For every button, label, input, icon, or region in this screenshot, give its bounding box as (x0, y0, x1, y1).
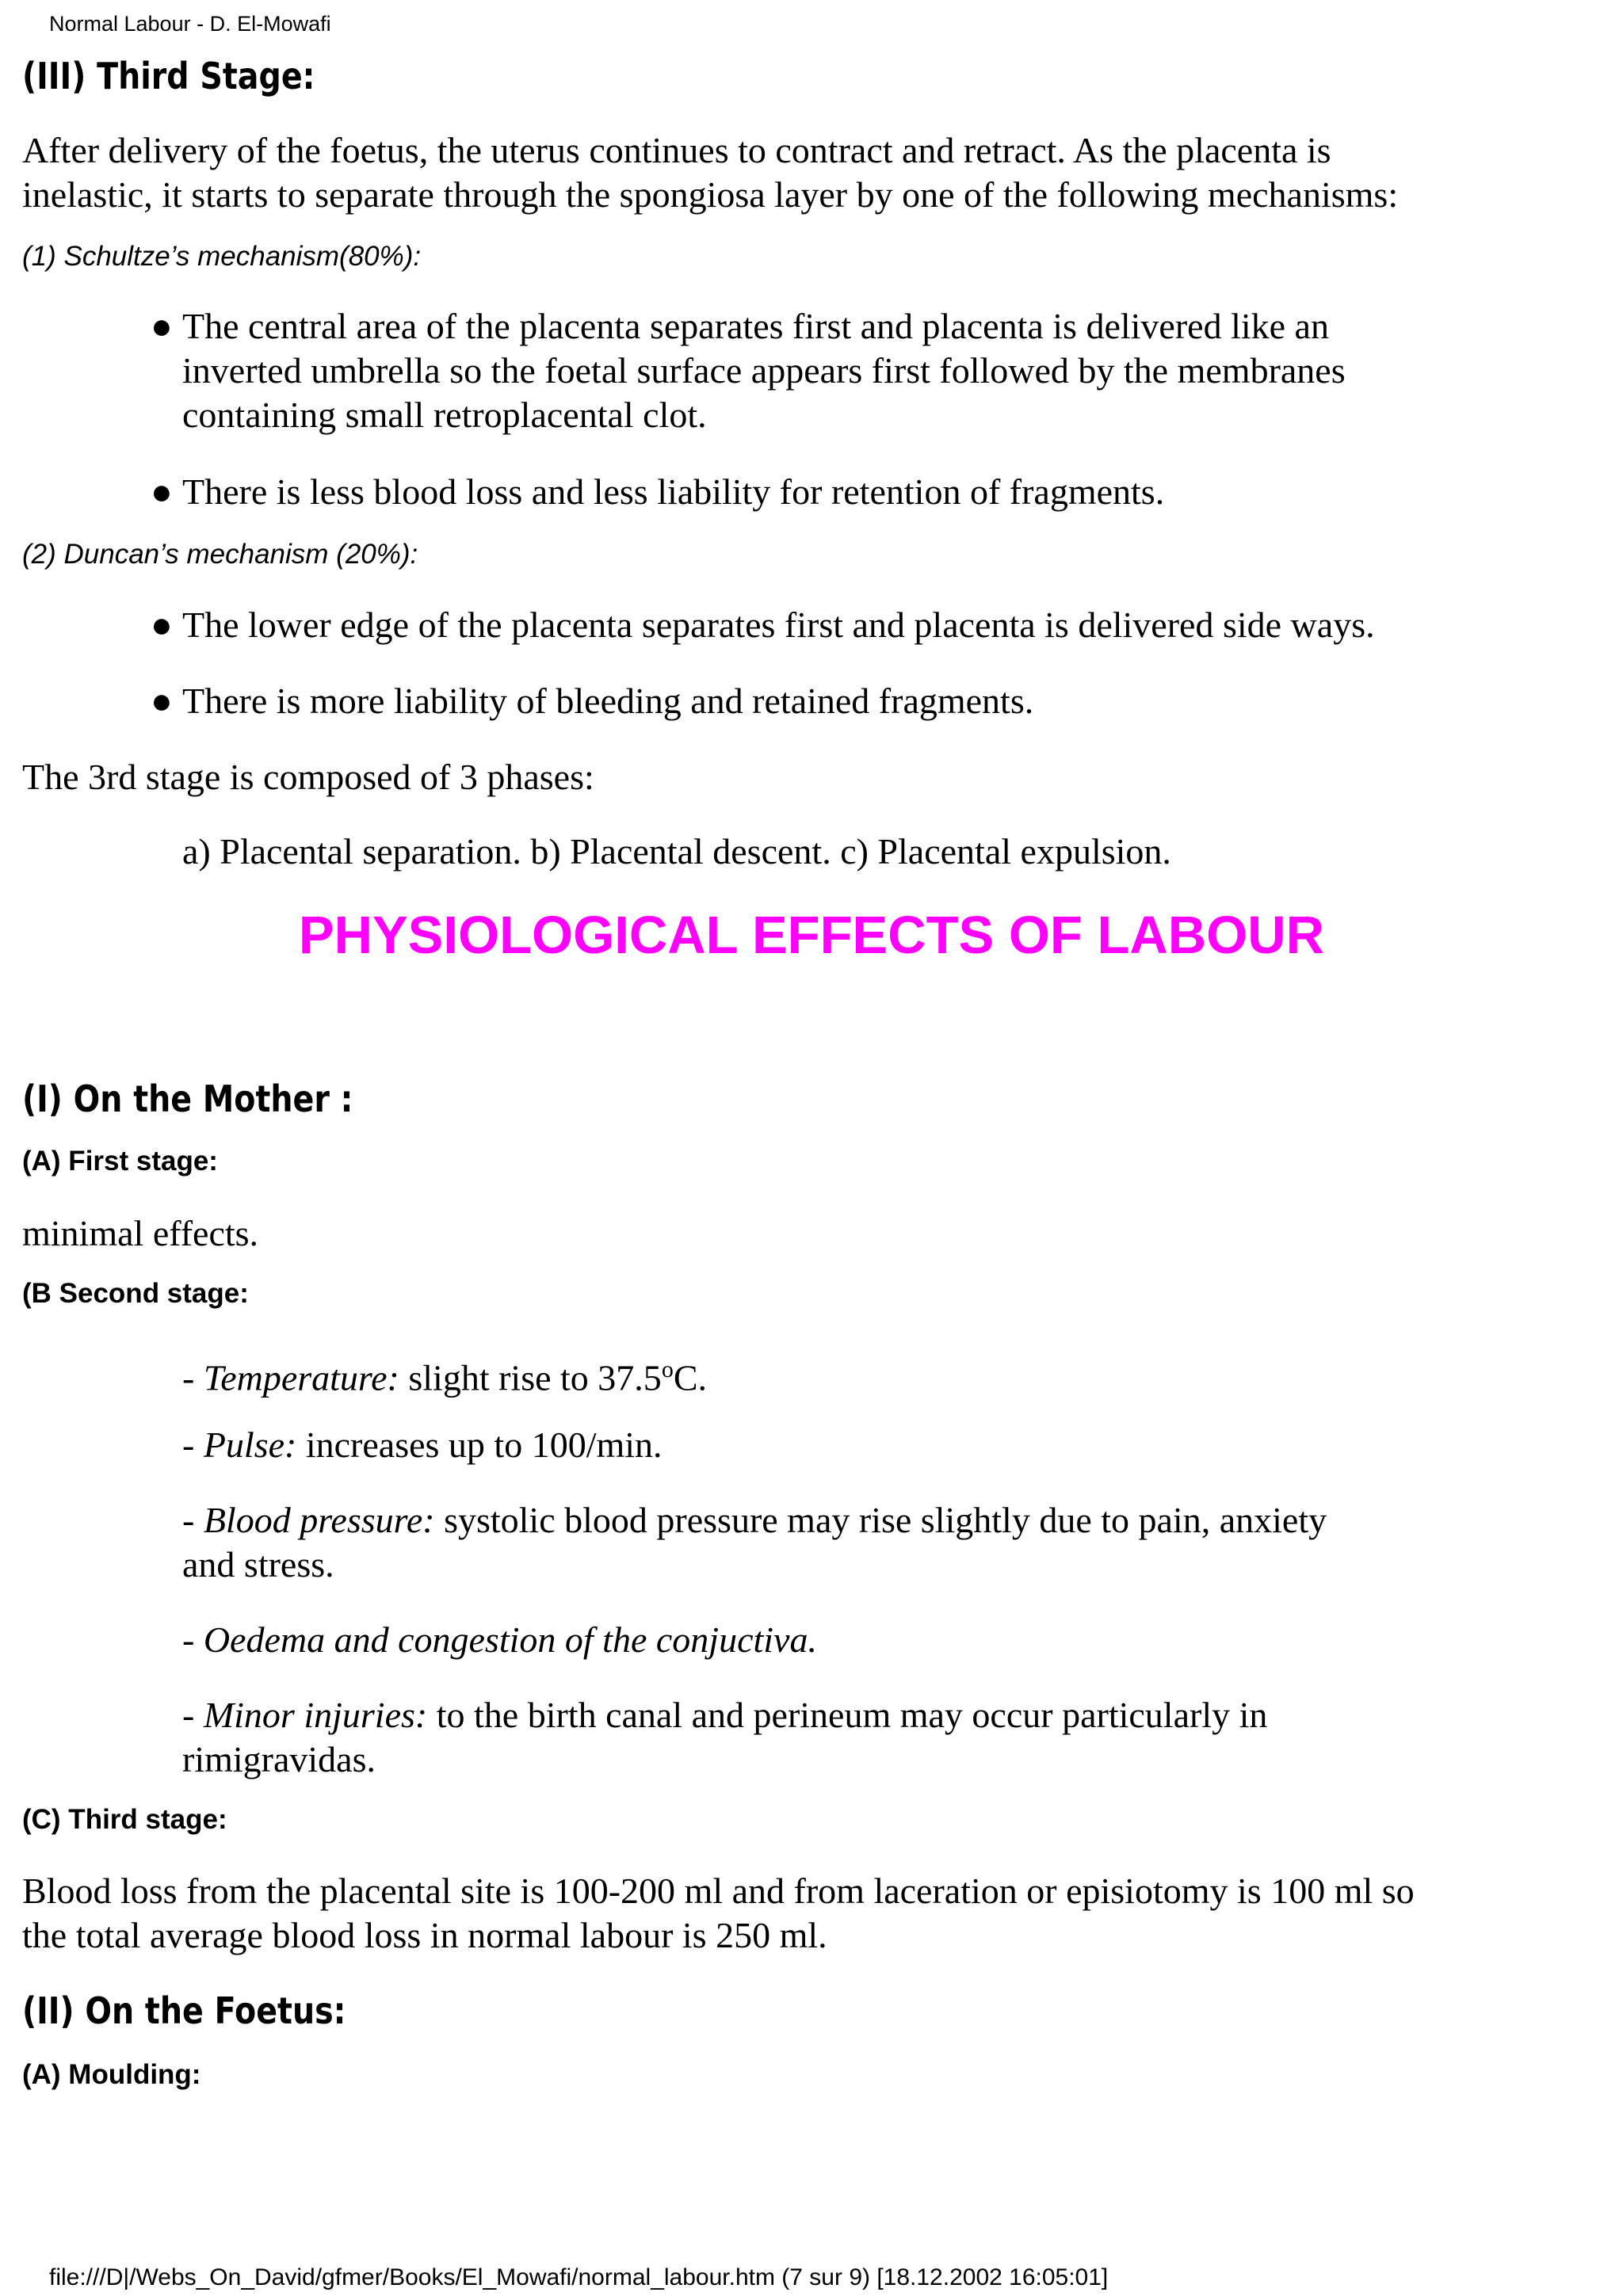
blood-pressure-text-line2: and stress. (182, 1544, 334, 1585)
pulse-label: Pulse: (203, 1425, 297, 1465)
physiological-effects-banner: PHYSIOLOGICAL EFFECTS OF LABOUR (298, 906, 1325, 965)
pulse-text: increases up to 100/min. (296, 1425, 663, 1465)
schultze-bullet-2 (151, 470, 1165, 514)
oedema-text: Oedema and congestion of the conjuctiva. (203, 1619, 817, 1660)
phases-list: a) Placental separation. b) Placental descent. c) Placental expulsion. (182, 831, 1171, 871)
degree-sup: o (661, 1356, 674, 1383)
page-footer: file:///D|/Webs_On_David/gfmer/Books/El_Mowafi/normal_labour.htm (7 sur 9) [18.12.2002 16:05:01] (49, 2264, 1109, 2290)
blood-loss-text-line1: Blood loss from the placental site is 100-200 ml and from laceration or episiotomy is 100 ml so (22, 1871, 1415, 1911)
bullet-dot-icon: ● (151, 471, 173, 512)
third-stage-mother-heading: (C) Third stage: (22, 1804, 227, 1835)
temperature-text: slight rise to 37.5 (399, 1357, 662, 1398)
minor-injuries-text-line1: to the birth canal and perineum may occur particularly in (427, 1695, 1268, 1735)
second-stage-heading: (B Second stage: (22, 1278, 249, 1309)
duncan-bullet-2 (151, 679, 1034, 723)
schultze-heading: (1) Schultze’s mechanism(80%): (22, 241, 422, 272)
schultze-bullet-2-text: There is less blood loss and less liability for retention of fragments. (182, 471, 1165, 512)
duncan-bullet-2-text: There is more liability of bleeding and retained fragments. (182, 681, 1034, 721)
bullet-dot-icon: ● (151, 681, 173, 721)
minor-injuries-item: - Minor injuries: to the birth canal and perineum may occur particularly in rimigravidas. (182, 1693, 1267, 1782)
pulse-item: - Pulse: increases up to 100/min. (182, 1425, 663, 1465)
blood-loss-text-line2: the total average blood loss in normal labour is 250 ml. (22, 1915, 827, 1955)
page-header: Normal Labour - D. El-Mowafi (49, 12, 331, 36)
duncan-bullet-1-text: The lower edge of the placenta separates first and placenta is delivered side ways. (182, 605, 1375, 645)
mother-heading: (I) On the Mother : (22, 1077, 353, 1120)
third-stage-intro (22, 128, 1398, 217)
oedema-item: - Oedema and congestion of the conjuctiva. (182, 1619, 817, 1660)
schultze-bullet-1-line3: containing small retroplacental clot. (182, 395, 707, 435)
blood-pressure-text-line1: systolic blood pressure may rise slightly due to pain, anxiety (434, 1500, 1327, 1540)
first-stage-text: minimal effects. (22, 1213, 259, 1253)
bullet-dot-icon: ● (151, 605, 173, 645)
schultze-bullet-1 (151, 304, 1346, 437)
temperature-item: - Temperature: slight rise to 37.5$^o$C. (182, 1356, 707, 1398)
moulding-heading: (A) Moulding: (22, 2059, 201, 2090)
minor-injuries-label: Minor injuries: (203, 1695, 428, 1735)
temperature-unit: C. (673, 1357, 707, 1398)
minor-injuries-text-line2: rimigravidas. (182, 1739, 376, 1779)
duncan-bullet-1 (151, 603, 1375, 647)
bullet-dot-icon: ● (151, 306, 173, 346)
blood-pressure-label: Blood pressure: (203, 1500, 435, 1540)
temperature-label: Temperature: (203, 1357, 399, 1398)
foetus-heading: (II) On the Foetus: (22, 1989, 346, 2032)
third-stage-intro-line2: inelastic, it starts to separate through the spongiosa layer by one of the following mechanisms: (22, 174, 1399, 215)
schultze-bullet-1-line2: inverted umbrella so the foetal surface appears first followed by the membranes (182, 350, 1346, 391)
third-stage-heading: (III) Third Stage: (22, 55, 315, 97)
first-stage-heading: (A) First stage: (22, 1146, 218, 1177)
third-stage-intro-line1: After delivery of the foetus, the uterus continues to contract and retract. As the placenta is (22, 130, 1331, 170)
phases-intro: The 3rd stage is composed of 3 phases: (22, 757, 594, 797)
schultze-bullet-1-line1: The central area of the placenta separates first and placenta is delivered like an (182, 306, 1329, 346)
blood-pressure-item: - Blood pressure: systolic blood pressure may rise slightly due to pain, anxiety and stress. (182, 1498, 1327, 1587)
blood-loss-text (22, 1869, 1415, 1958)
duncan-heading: (2) Duncan’s mechanism (20%): (22, 539, 418, 570)
